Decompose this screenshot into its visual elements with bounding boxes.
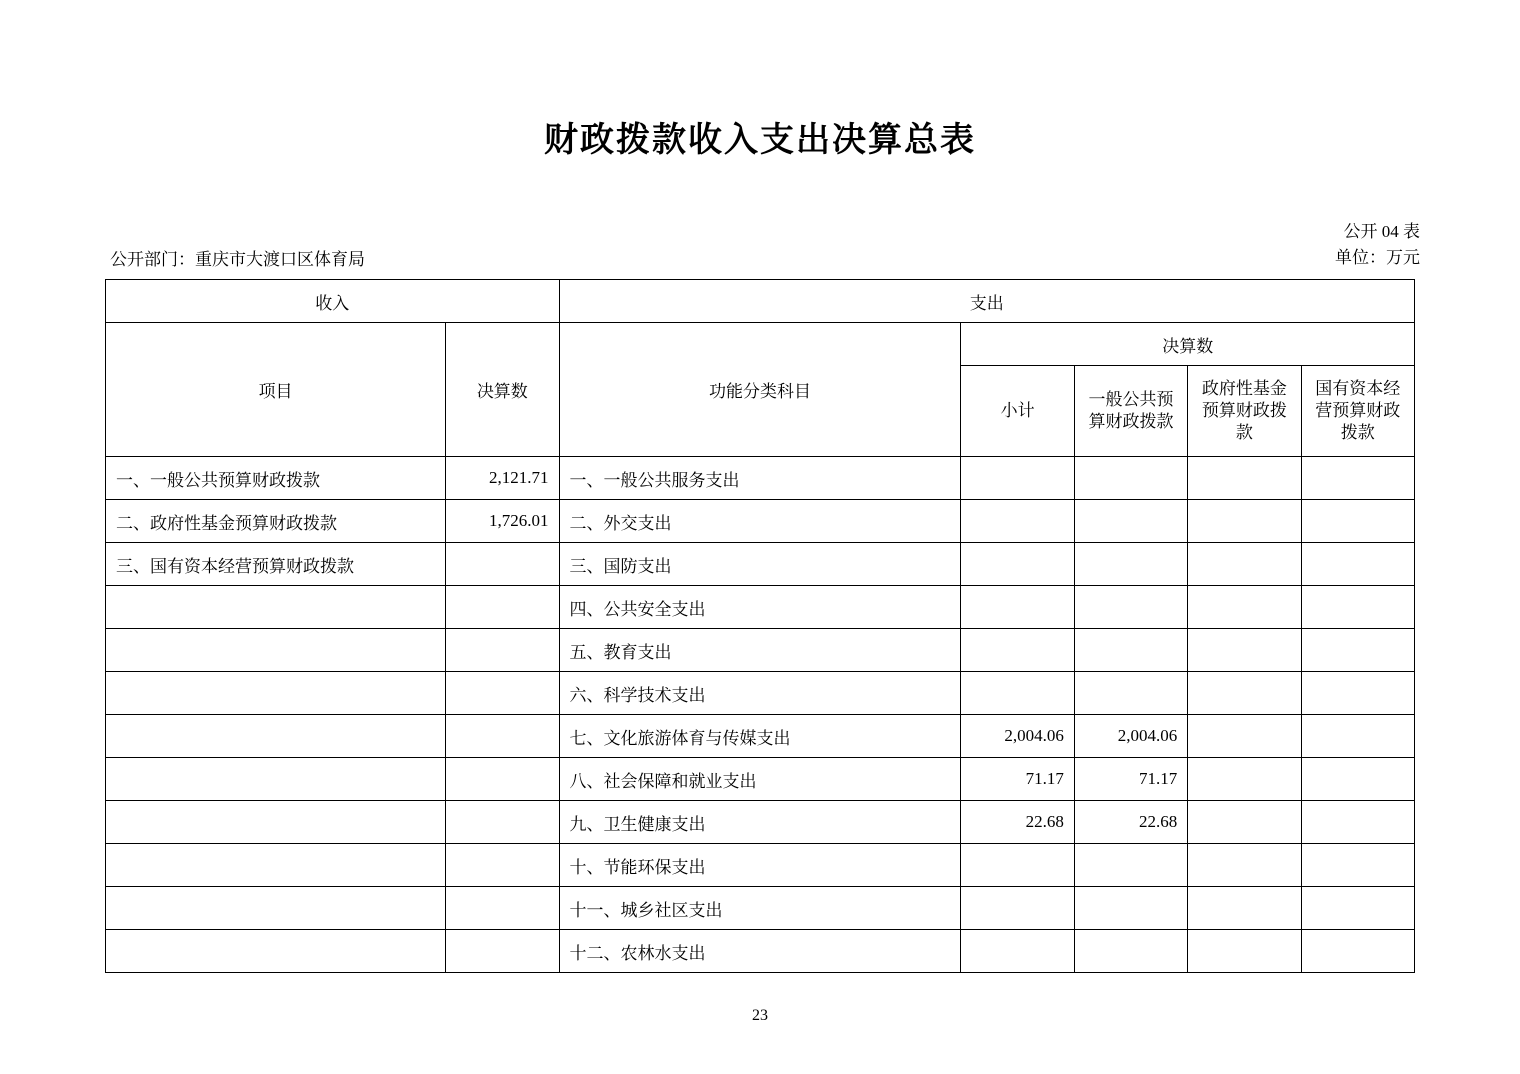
expenditure-general <box>1074 586 1187 629</box>
table-row <box>106 715 1415 758</box>
expenditure-category: 八、社会保障和就业支出 <box>559 758 961 801</box>
table-group-header-row <box>106 280 1415 323</box>
table-row <box>106 457 1415 500</box>
expenditure-fund <box>1188 457 1301 500</box>
expenditure-state <box>1301 672 1414 715</box>
table-body <box>106 457 1415 973</box>
income-item: 一、一般公共预算财政拨款 <box>106 457 446 500</box>
table-row <box>106 629 1415 672</box>
expenditure-state <box>1301 715 1414 758</box>
expenditure-fund <box>1188 887 1301 930</box>
expenditure-state <box>1301 844 1414 887</box>
expenditure-general <box>1074 543 1187 586</box>
table-row <box>106 543 1415 586</box>
expenditure-category: 一、一般公共服务支出 <box>559 457 961 500</box>
expenditure-category: 十、节能环保支出 <box>559 844 961 887</box>
header-expenditure-group: 支出 <box>559 280 1415 323</box>
header-function-category: 功能分类科目 <box>559 323 961 457</box>
income-amount <box>446 844 559 887</box>
expenditure-general: 71.17 <box>1074 758 1187 801</box>
expenditure-subtotal <box>961 500 1074 543</box>
expenditure-general <box>1074 500 1187 543</box>
table-row <box>106 758 1415 801</box>
expenditure-state <box>1301 801 1414 844</box>
form-meta <box>1335 219 1420 271</box>
document-meta <box>110 161 1420 279</box>
expenditure-fund <box>1188 500 1301 543</box>
page-title: 财政拨款收入支出决算总表 <box>544 120 976 160</box>
income-amount <box>446 543 559 586</box>
header-subtotal: 小计 <box>961 366 1074 457</box>
expenditure-state <box>1301 629 1414 672</box>
expenditure-fund <box>1188 930 1301 973</box>
expenditure-category: 七、文化旅游体育与传媒支出 <box>559 715 961 758</box>
header-income-item: 项目 <box>106 323 446 457</box>
header-state-capital-budget: 国有资本经营预算财政拨款 <box>1301 366 1414 457</box>
income-amount <box>446 930 559 973</box>
table-row <box>106 500 1415 543</box>
expenditure-fund <box>1188 629 1301 672</box>
expenditure-general <box>1074 887 1187 930</box>
income-item <box>106 629 446 672</box>
expenditure-category: 十一、城乡社区支出 <box>559 887 961 930</box>
expenditure-general <box>1074 930 1187 973</box>
expenditure-general <box>1074 629 1187 672</box>
expenditure-fund <box>1188 672 1301 715</box>
expenditure-category: 六、科学技术支出 <box>559 672 961 715</box>
form-number: 公开 04 表 <box>1343 222 1420 241</box>
expenditure-fund <box>1188 801 1301 844</box>
income-amount <box>446 629 559 672</box>
expenditure-subtotal <box>961 672 1074 715</box>
income-item <box>106 844 446 887</box>
expenditure-subtotal <box>961 887 1074 930</box>
unit-note: 单位：万元 <box>1335 248 1420 267</box>
table-row <box>106 586 1415 629</box>
page-number: 23 <box>752 1007 768 1024</box>
expenditure-state <box>1301 500 1414 543</box>
expenditure-category: 五、教育支出 <box>559 629 961 672</box>
income-item <box>106 801 446 844</box>
expenditure-general <box>1074 457 1187 500</box>
expenditure-general <box>1074 844 1187 887</box>
income-amount <box>446 672 559 715</box>
expenditure-state <box>1301 457 1414 500</box>
table-subheader-row-1 <box>106 323 1415 366</box>
table-row <box>106 887 1415 930</box>
income-item: 二、政府性基金预算财政拨款 <box>106 500 446 543</box>
expenditure-subtotal <box>961 844 1074 887</box>
expenditure-state <box>1301 887 1414 930</box>
header-final-accounts: 决算数 <box>961 323 1415 366</box>
income-item <box>106 758 446 801</box>
expenditure-subtotal: 71.17 <box>961 758 1074 801</box>
expenditure-fund <box>1188 715 1301 758</box>
income-item <box>106 930 446 973</box>
income-amount <box>446 715 559 758</box>
expenditure-subtotal <box>961 586 1074 629</box>
expenditure-fund <box>1188 586 1301 629</box>
table-row <box>106 844 1415 887</box>
expenditure-subtotal <box>961 930 1074 973</box>
expenditure-category: 九、卫生健康支出 <box>559 801 961 844</box>
expenditure-general: 2,004.06 <box>1074 715 1187 758</box>
income-item <box>106 672 446 715</box>
expenditure-category: 十二、农林水支出 <box>559 930 961 973</box>
header-general-public-budget: 一般公共预算财政拨款 <box>1074 366 1187 457</box>
expenditure-general <box>1074 672 1187 715</box>
table-row <box>106 672 1415 715</box>
header-government-fund-budget: 政府性基金预算财政拨款 <box>1188 366 1301 457</box>
expenditure-subtotal <box>961 543 1074 586</box>
expenditure-subtotal <box>961 629 1074 672</box>
header-income-group: 收入 <box>106 280 560 323</box>
income-amount: 1,726.01 <box>446 500 559 543</box>
expenditure-category: 三、国防支出 <box>559 543 961 586</box>
expenditure-subtotal: 22.68 <box>961 801 1074 844</box>
expenditure-fund <box>1188 543 1301 586</box>
expenditure-subtotal <box>961 457 1074 500</box>
expenditure-state <box>1301 758 1414 801</box>
income-item <box>106 715 446 758</box>
budget-table <box>105 279 1415 973</box>
table-row <box>106 801 1415 844</box>
income-amount <box>446 801 559 844</box>
expenditure-category: 二、外交支出 <box>559 500 961 543</box>
expenditure-fund <box>1188 758 1301 801</box>
header-income-amount: 决算数 <box>446 323 559 457</box>
income-amount <box>446 586 559 629</box>
expenditure-state <box>1301 586 1414 629</box>
income-amount: 2,121.71 <box>446 457 559 500</box>
income-amount <box>446 887 559 930</box>
income-item <box>106 887 446 930</box>
expenditure-state <box>1301 930 1414 973</box>
income-amount <box>446 758 559 801</box>
income-item: 三、国有资本经营预算财政拨款 <box>106 543 446 586</box>
table-row <box>106 930 1415 973</box>
expenditure-subtotal: 2,004.06 <box>961 715 1074 758</box>
department-label: 公开部门：重庆市大渡口区体育局 <box>110 250 365 269</box>
income-item <box>106 586 446 629</box>
expenditure-category: 四、公共安全支出 <box>559 586 961 629</box>
expenditure-state <box>1301 543 1414 586</box>
expenditure-general: 22.68 <box>1074 801 1187 844</box>
expenditure-fund <box>1188 844 1301 887</box>
